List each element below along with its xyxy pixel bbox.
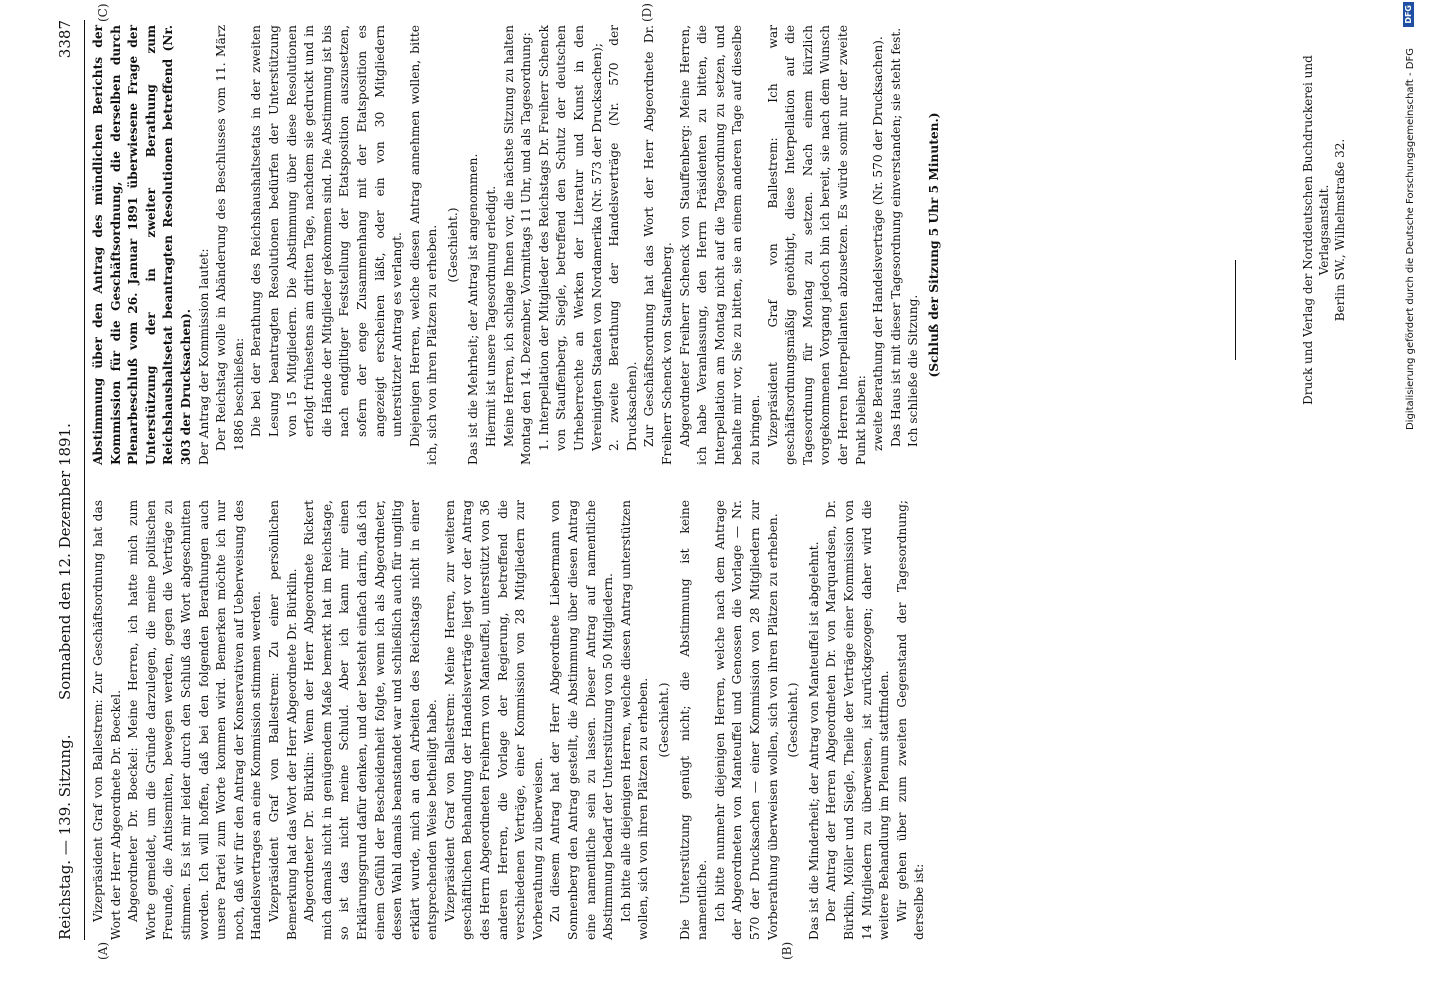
paragraph: Der Antrag der Herren Abgeordneten Dr. von Marquardsen, Dr. Bürklin, Möller und Siegle, Theile der Verträge einer Kommission von 14 Mitgliedern zu überweisen, ist zurückgezogen; daher wird die weitere Behandlung im Plenum stattfinden. xyxy=(824,500,892,940)
paragraph: Abgeordneter Dr. Boeckel: Meine Herren, ich hatte mich zum Worte gemeldet, um die Gründe darzulegen, die meine politischen Freunde, die Antisemiten, bewegen werden, gegen die Verträge zu stimmen. Es ist mir leider durch den Schluß das Wort abgeschnitten worden. Ich will hoffen, daß bei den folgenden Berathungen auch unsere Partei zum Worte kommen wird. Bemerken möchte ich nur noch, daß wir für den Antrag der Konservativen auf Ueberweisung des Handelsvertrages an eine Kommission stimmen werden. xyxy=(126,500,264,940)
paragraph: Meine Herren, ich schlage Ihnen vor, die nächste Sitzung zu halten Montag den 14. Dezember, Vormittags 11 Uhr, und als Tagesordnung: xyxy=(501,25,534,465)
paragraph: Abgeordneter Freiherr Schenck von Stauffenberg: Meine Herren, ich habe Veranlassung, den Herrn Präsidenten zu bitten, die Interpellation am Montag nicht auf die Tagesordnung zu setzen, und behalte mir vor, Sie zu bitten, sie an einem anderen Tage auf dieselbe zu bringen. xyxy=(677,25,762,465)
paragraph: Der Antrag der Kommission lautet: xyxy=(196,248,211,465)
paragraph: Das ist die Mehrheit; der Antrag ist angenommen. xyxy=(466,153,481,465)
margin-mark-b: (B) xyxy=(780,941,794,960)
paragraph: Zu diesem Antrag hat der Herr Abgeordnete Liebermann von Sonnenberg den Antrag gestellt, die Abstimmung über diesen Antrag eine namentliche sein zu lassen. Dieser Antrag auf namentliche Abstimmung bedarf der Unterstützung von 50 Mitgliedern. xyxy=(548,500,616,940)
paragraph: Abgeordneter Dr. Bürklin: Wenn der Herr Abgeordnete Rickert mich damals nicht in genügendem Maße bemerkt hat im Reichstage, so ist das nicht meine Schuld. Aber ich kann mir einen Erklärungsgrund dafür denken, und der besteht einfach darin, daß ich einem Gefühl der Bescheidenheit folgte, wenn ich als Abgeordneter, dessen Wahl damals beanstandet war und schließlich auch für ungiltig erklärt wurde, mich an den Arbeiten des Reichstags nicht in einer entsprechenden Weise betheiligt habe. xyxy=(302,500,440,940)
agenda-list-item: 2. zweite Berathung der Handelsverträge (Nr. 570 der Drucksachen). xyxy=(607,25,639,451)
margin-mark-c: (C) xyxy=(96,3,110,22)
agenda-list-item: zweite Berathung der Handelsverträge (Nr. 570 der Drucksachen). xyxy=(871,36,886,451)
margin-mark-a: (A) xyxy=(96,941,110,960)
paragraph: Ich bitte nunmehr diejenigen Herren, welche nach dem Antrage der Abgeordneten von Manteuffel und Genossen die Vorlage — Nr. 570 der Drucksachen — einer Kommission von 28 Mitgliedern zur Vorberathung überweisen wollen, sich von ihren Plätzen zu erheben. xyxy=(712,500,780,940)
margin-mark-d: (D) xyxy=(640,3,654,22)
digitization-note: Digitalisierung gefördert durch die Deutsche Forschungsgemeinschaft - DFG xyxy=(1405,48,1416,431)
paragraph: Wir gehen über zum zweiten Gegenstand der Tagesordnung; derselbe ist: xyxy=(894,500,927,940)
stage-direction: (Geschieht.) xyxy=(445,207,460,283)
header-session: Reichstag. — 139. Sitzung. xyxy=(56,734,74,940)
printer-imprint xyxy=(1300,20,1348,440)
dfg-logo: DFG xyxy=(1403,2,1414,27)
closing-note: (Schluß der Sitzung 5 Uhr 5 Minuten.) xyxy=(926,112,941,378)
end-rule xyxy=(1235,260,1236,360)
paragraph: Vizepräsident Graf von Ballestrem: Zu einer persönlichen Bemerkung hat das Wort der Herr Abgeordnete Dr. Bürklin. xyxy=(266,500,299,940)
resolution-text: Die bei der Berathung des Reichshaushaltsetats in der zweiten Lesung beantragten Resolutionen bedürfen der Unterstützung von 15 Mitgliedern. Die Abstimmung über diese Resolutionen erfolgt frühestens am dritten Tage, nachdem sie gedruckt und in die Hände der Mitglieder gekommen sind. Die Abstimmung ist bis nach endgiltiger Feststellung der Etatsposition auszusetzen, sofern der enge Zusammenhang mit der Etatsposition es angezeigt erscheinen läßt, oder ein von 30 Mitgliedern unterstützter Antrag es verlangt. xyxy=(249,25,405,437)
paragraph: Der Reichstag wolle in Abänderung des Beschlusses vom 11. März 1886 beschließen: xyxy=(214,25,246,451)
agenda-list-item: 1. Interpellation der Mitglieder des Reichstags Dr. Freiherr Schenck von Stauffenberg, Siegle, betreffend den Schutz der deutschen Urheberrechte an Werken der Literatur und Kunst in den Vereinigten Staaten von Nordamerika (Nr. 573 der Drucksachen); xyxy=(536,25,604,451)
printer-line: Druck und Verlag der Norddeutschen Buchdruckerei und Verlagsanstalt. xyxy=(1301,55,1331,405)
paragraph: Vizepräsident Graf von Ballestrem: Ich war geschäftsordnungsmäßig genöthigt, diese Interpellation auf die Tagesordnung für Montag zu setzen. Nach einem kürzlich vorgekommenen Vorgang jedoch bin ich bereit, sie nach dem Wunsch der Herren Interpellanten abzusetzen. Es würde somit nur der zweite Punkt bleiben: xyxy=(765,25,868,465)
paragraph: Hiermit ist unsere Tagesordnung erledigt. xyxy=(484,185,499,447)
paragraph: Ich schließe die Sitzung. xyxy=(906,294,921,447)
paragraph: Diejenigen Herren, welche diesen Antrag annehmen wollen, bitte ich, sich von ihren Plätzen zu erheben. xyxy=(407,25,440,465)
running-header xyxy=(48,20,82,940)
printer-line: Berlin SW., Wilhelmstraße 32. xyxy=(1333,138,1347,322)
header-date: Sonnabend den 12. Dezember 1891. xyxy=(56,423,74,700)
paragraph: Ich bitte alle diejenigen Herren, welche diesen Antrag unterstützen wollen, sich von ihren Plätzen zu erheben. xyxy=(618,500,651,940)
paragraph: Das Haus ist mit dieser Tagesordnung einverstanden; sie steht fest. xyxy=(888,27,903,447)
left-column xyxy=(90,500,929,940)
header-rule xyxy=(84,20,85,940)
stage-direction: (Geschieht.) xyxy=(657,682,671,758)
stage-direction: (Geschieht.) xyxy=(786,682,801,758)
paragraph: Zur Geschäftsordnung hat das Wort der Herr Abgeordnete Dr. Freiherr Schenck von Stauffenberg. xyxy=(642,25,674,465)
right-column xyxy=(90,25,947,465)
page-number: 3387 xyxy=(56,20,74,59)
paragraph: Das ist die Minderheit; der Antrag von Manteuffel ist abgelehnt. xyxy=(806,541,821,940)
paragraph: Vizepräsident Graf von Ballestrem: Zur Geschäftsordnung hat das Wort der Herr Abgeordnete Dr. Boeckel. xyxy=(91,500,123,940)
paragraph: Die Unterstützung genügt nicht; die Abstimmung ist keine namentliche. xyxy=(677,500,710,940)
agenda-item-heading: Abstimmung über den Antrag des mündlichen Berichts der Kommission für die Geschäftsordnung, die derselben durch Plenarbeschluß vom 26. Januar 1891 überwiesene Frage der Unterstützung der in zweiter Berathung zum Reichshaushaltsetat beantragten Resolutionen betreffend (Nr. 303 der Drucksachen). xyxy=(91,25,193,465)
paragraph: Vizepräsident Graf von Ballestrem: Meine Herren, zur weiteren geschäftlichen Behandlung der Handelsverträge liegt vor der Antrag des Herrn Abgeordneten Freiherrn von Manteuffel, unterstützt von 36 anderen Herren, die Vorlage der Regierung, betreffend die verschiedenen Verträge, einer Kommission von 28 Mitgliedern zur Vorberathung zu überweisen. xyxy=(442,500,545,940)
